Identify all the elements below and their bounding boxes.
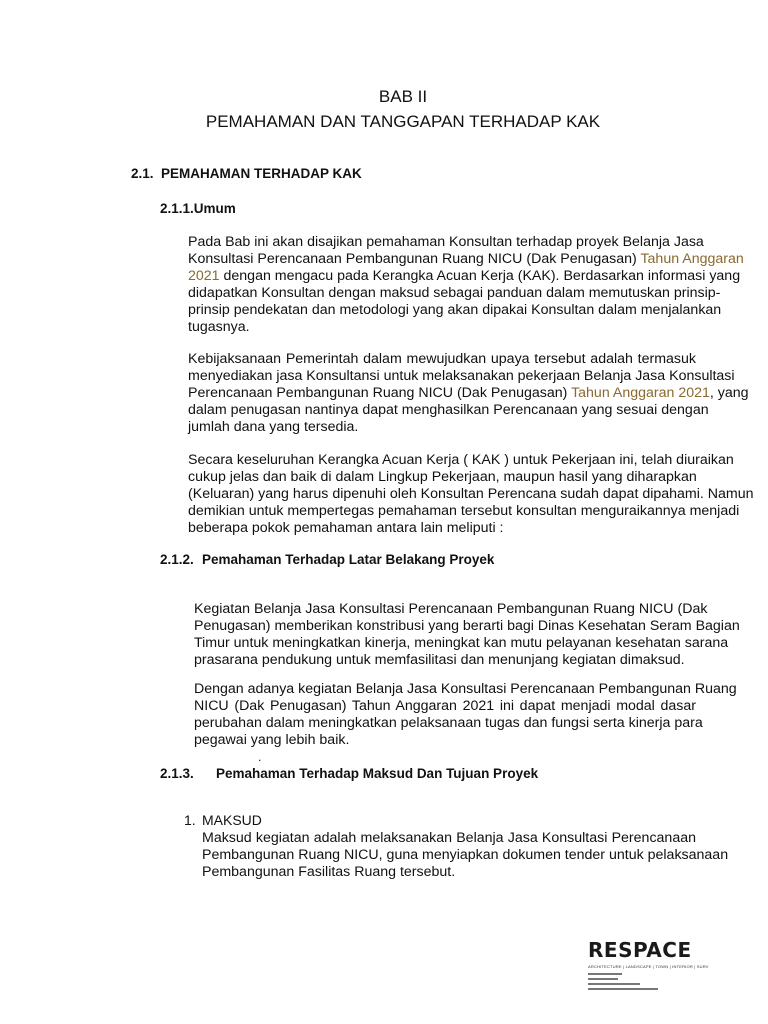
section-title: Pemahaman Terhadap Maksud Dan Tujuan Proyek — [216, 766, 539, 781]
paragraph-general-3 — [188, 452, 754, 537]
text-segment: demikian untuk mempertegas pemahaman tersebut konsultan menguraikannya menjadi — [188, 503, 740, 519]
paragraph-background-1 — [194, 601, 740, 669]
text-line — [188, 285, 721, 302]
text-line — [188, 385, 749, 402]
section-title: Umum — [193, 201, 236, 216]
text-line — [188, 419, 696, 436]
text-line — [194, 618, 740, 635]
section-number: 2.1.3. — [160, 766, 194, 781]
text-line — [188, 251, 744, 268]
text-segment: prasarana pendukung untuk memfasilitasi dan menunjang kegiatan dimaksud. — [194, 652, 685, 668]
highlighted-text: Tahun Anggaran — [640, 251, 744, 267]
text-line — [194, 715, 703, 732]
text-line — [188, 319, 696, 336]
section-title: Pemahaman Terhadap Latar Belakang Proyek — [202, 552, 495, 567]
text-line — [188, 452, 734, 469]
text-line — [188, 302, 722, 319]
chapter-number: BAB II — [378, 87, 428, 106]
section-title: PEMAHAMAN TERHADAP KAK — [161, 166, 362, 181]
text-segment: Kegiatan Belanja Jasa Konsultasi Perencanaan Pembangunan Ruang NICU (Dak — [194, 601, 708, 617]
logo-contact-lines — [588, 973, 698, 990]
stray-dot: . — [258, 750, 262, 764]
text-line — [188, 402, 709, 419]
list-title: MAKSUD — [202, 812, 262, 828]
text-segment: prinsip pendekatan dan metodologi yang akan dipakai Konsultan dalam menjalankan — [188, 302, 722, 318]
section-number: 2.1.2. — [160, 552, 194, 567]
text-segment: dalam penugasan nantinya dapat menghasilkan Perencanaan yang sesuai dengan — [188, 402, 709, 418]
text-segment: Secara keseluruhan Kerangka Acuan Kerja ( KAK ) untuk Pekerjaan ini, telah diuraikan — [188, 452, 734, 468]
text-segment: cukup jelas dan baik di dalam Lingkup Pekerjaan, maupun hasil yang diharapkan — [188, 469, 697, 485]
logo-tagline: ARCHITECTURE | LANDSCAPE | TOWN | INTERIOR | SURV — [588, 964, 709, 969]
text-line — [194, 681, 737, 698]
text-line — [188, 520, 696, 537]
respace-logo — [588, 938, 709, 993]
text-line — [188, 368, 735, 385]
text-segment: perubahan dalam meningkatkan pelaksanaan tugas dan fungsi serta kinerja para — [194, 715, 703, 731]
paragraph-background-2 — [194, 681, 737, 749]
section-2-1-heading — [131, 166, 362, 181]
text-line — [194, 698, 696, 715]
list-number: 1. — [184, 812, 196, 828]
text-segment: dengan mengacu pada Kerangka Acuan Kerja (KAK). Berdasarkan informasi yang — [219, 268, 741, 284]
paragraph-maksud — [202, 830, 729, 881]
highlighted-text: Tahun Anggaran 2021 — [571, 385, 710, 401]
text-line — [202, 847, 729, 864]
logo-wordmark: RESPACE — [588, 938, 692, 962]
text-segment: Timur untuk meningkatkan kinerja, meningkat kan mutu pelayanan kesehatan sarana — [194, 635, 729, 651]
text-segment: , yang — [709, 385, 749, 401]
text-segment: tugasnya. — [188, 319, 250, 335]
text-segment: Perencanaan Pembangunan Ruang NICU (Dak Penugasan) — [188, 385, 572, 401]
text-line — [202, 830, 696, 847]
text-segment: NICU (Dak Penugasan) Tahun Anggaran 2021 ini dapat menjadi modal dasar — [194, 698, 696, 714]
text-line — [188, 503, 740, 520]
text-line — [188, 351, 696, 368]
text-segment: Pada Bab ini akan disajikan pemahaman Konsultan terhadap proyek Belanja Jasa — [188, 234, 704, 250]
text-line — [194, 732, 696, 749]
section-number: 2.1.1. — [160, 201, 194, 216]
text-segment: Maksud kegiatan adalah melaksanakan Belanja Jasa Konsultasi Perencanaan — [202, 830, 696, 846]
text-line — [188, 469, 696, 486]
text-segment: Penugasan) memberikan konstribusi yang berarti bagi Dinas Kesehatan Seram Bagian — [194, 618, 740, 634]
text-segment: pegawai yang lebih baik. — [194, 732, 350, 748]
paragraph-general-2 — [188, 351, 749, 436]
text-line — [188, 268, 741, 285]
text-segment: jumlah dana yang tersedia. — [188, 419, 359, 435]
list-item-maksud — [184, 812, 262, 828]
text-line — [188, 486, 754, 503]
text-segment: Pembangunan Ruang NICU, guna menyiapkan dokumen tender untuk pelaksanaan — [202, 847, 729, 863]
text-line — [188, 234, 704, 251]
section-2-1-3-heading — [160, 766, 538, 781]
text-line — [202, 864, 696, 881]
text-segment: Pembangunan Fasilitas Ruang tersebut. — [202, 864, 456, 880]
text-line — [194, 601, 708, 618]
paragraph-general-1 — [188, 234, 744, 336]
text-line — [194, 652, 696, 669]
section-2-1-1-heading — [160, 201, 236, 216]
text-segment: Konsultasi Perencanaan Pembangunan Ruang NICU (Dak Penugasan) — [188, 251, 641, 267]
text-segment: menyediakan jasa Konsultansi untuk melaksanakan pekerjaan Belanja Jasa Konsultasi — [188, 368, 735, 384]
highlighted-text: 2021 — [188, 268, 220, 284]
text-segment: beberapa pokok pemahaman antara lain meliputi : — [188, 520, 504, 536]
chapter-title: PEMAHAMAN DAN TANGGAPAN TERHADAP KAK — [205, 112, 601, 131]
text-segment: Dengan adanya kegiatan Belanja Jasa Konsultasi Perencanaan Pembangunan Ruang — [194, 681, 737, 697]
text-segment: Kebijaksanaan Pemerintah dalam mewujudkan upaya tersebut adalah termasuk — [188, 351, 696, 367]
text-segment: didapatkan Konsultan dengan maksud sebagai panduan dalam memutuskan prinsip- — [188, 285, 721, 301]
section-2-1-2-heading — [160, 552, 494, 567]
section-number: 2.1. — [131, 166, 154, 181]
text-segment: (Keluaran) yang harus dipenuhi oleh Konsultan Perencana sudah dapat dipahami. Namun — [188, 486, 754, 502]
text-line — [194, 635, 729, 652]
